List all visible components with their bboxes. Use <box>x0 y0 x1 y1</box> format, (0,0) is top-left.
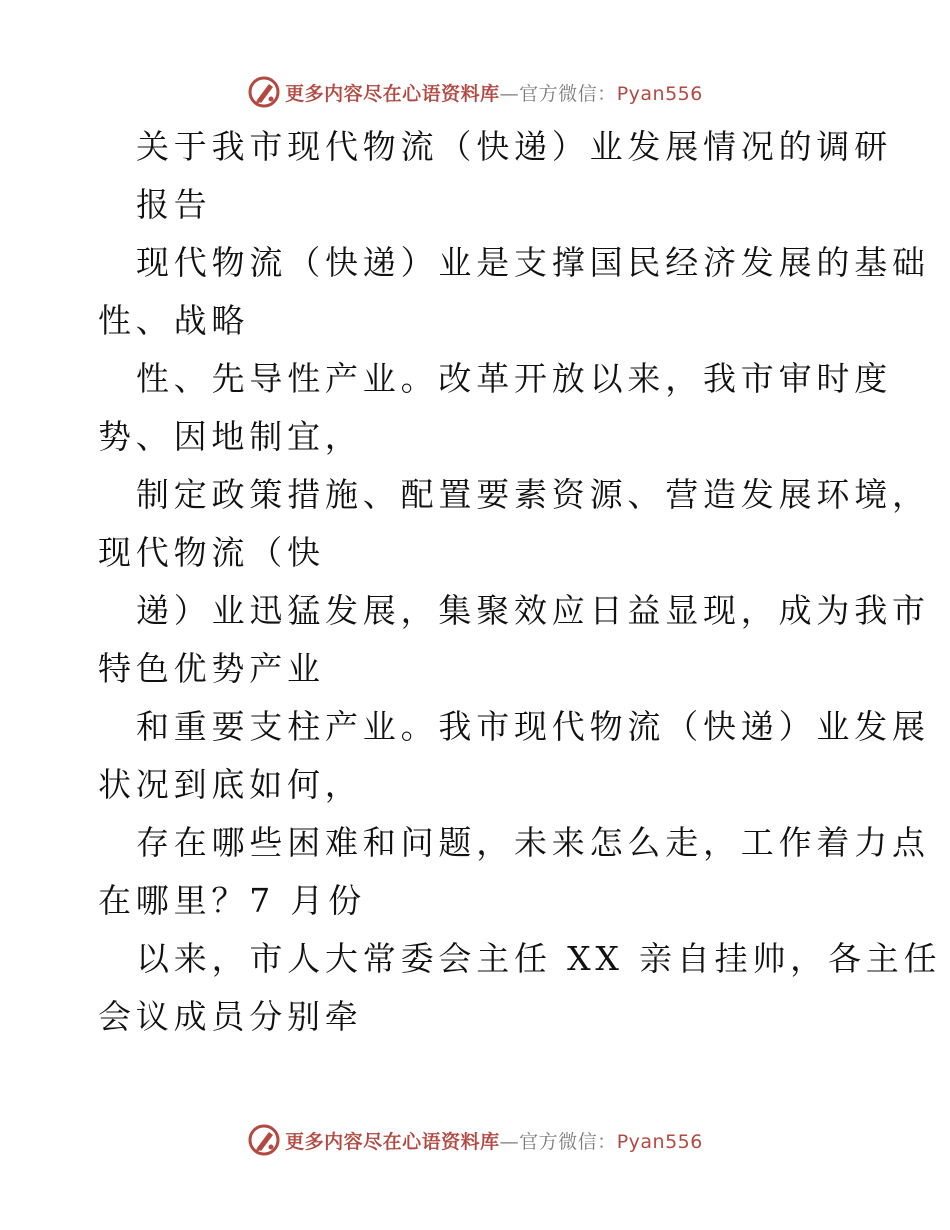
watermark-text <box>285 79 703 106</box>
paragraph-line: 现代物流（快递）业是支撑国民经济发展的基础 <box>136 243 930 282</box>
watermark-text <box>285 1127 703 1154</box>
document-title-line-2: 报告 <box>136 185 212 224</box>
paragraph-line: 现代物流（快 <box>98 533 325 572</box>
paragraph-line: 存在哪些困难和问题，未来怎么走，工作着力点 <box>136 823 930 862</box>
watermark-wechat-label: —官方微信： <box>499 1130 617 1153</box>
pen-logo-icon <box>247 75 281 109</box>
footer-watermark <box>0 1120 950 1160</box>
paragraph-line: 性、战略 <box>98 301 250 340</box>
header-watermark <box>0 72 950 112</box>
pen-logo-icon <box>247 1123 281 1157</box>
watermark-wechat-id: Pyan556 <box>616 1130 703 1153</box>
paragraph-line: 在哪里？7 月份 <box>98 881 366 920</box>
watermark-wechat-id: Pyan556 <box>616 82 703 105</box>
paragraph-line: 性、先导性产业。改革开放以来，我市审时度 <box>136 359 892 398</box>
paragraph-line: 特色优势产业 <box>98 649 325 688</box>
paragraph-line: 制定政策措施、配置要素资源、营造发展环境， <box>136 475 930 514</box>
paragraph-line: 和重要支柱产业。我市现代物流（快递）业发展 <box>136 707 930 746</box>
paragraph-line: 递）业迅猛发展，集聚效应日益显现，成为我市 <box>136 591 930 630</box>
paragraph-line: 势、因地制宜， <box>98 417 363 456</box>
watermark-wechat-label: —官方微信： <box>499 82 617 105</box>
paragraph-line: 状况到底如何， <box>98 765 363 804</box>
watermark-site: 更多内容尽在心语资料库 <box>285 82 500 105</box>
document-title-line-1: 关于我市现代物流（快递）业发展情况的调研 <box>136 127 892 166</box>
paragraph-line: 会议成员分别牵 <box>98 997 363 1036</box>
paragraph-line: 以来，市人大常委会主任 XX 亲自挂帅，各主任 <box>136 939 942 978</box>
watermark-site: 更多内容尽在心语资料库 <box>285 1130 500 1153</box>
